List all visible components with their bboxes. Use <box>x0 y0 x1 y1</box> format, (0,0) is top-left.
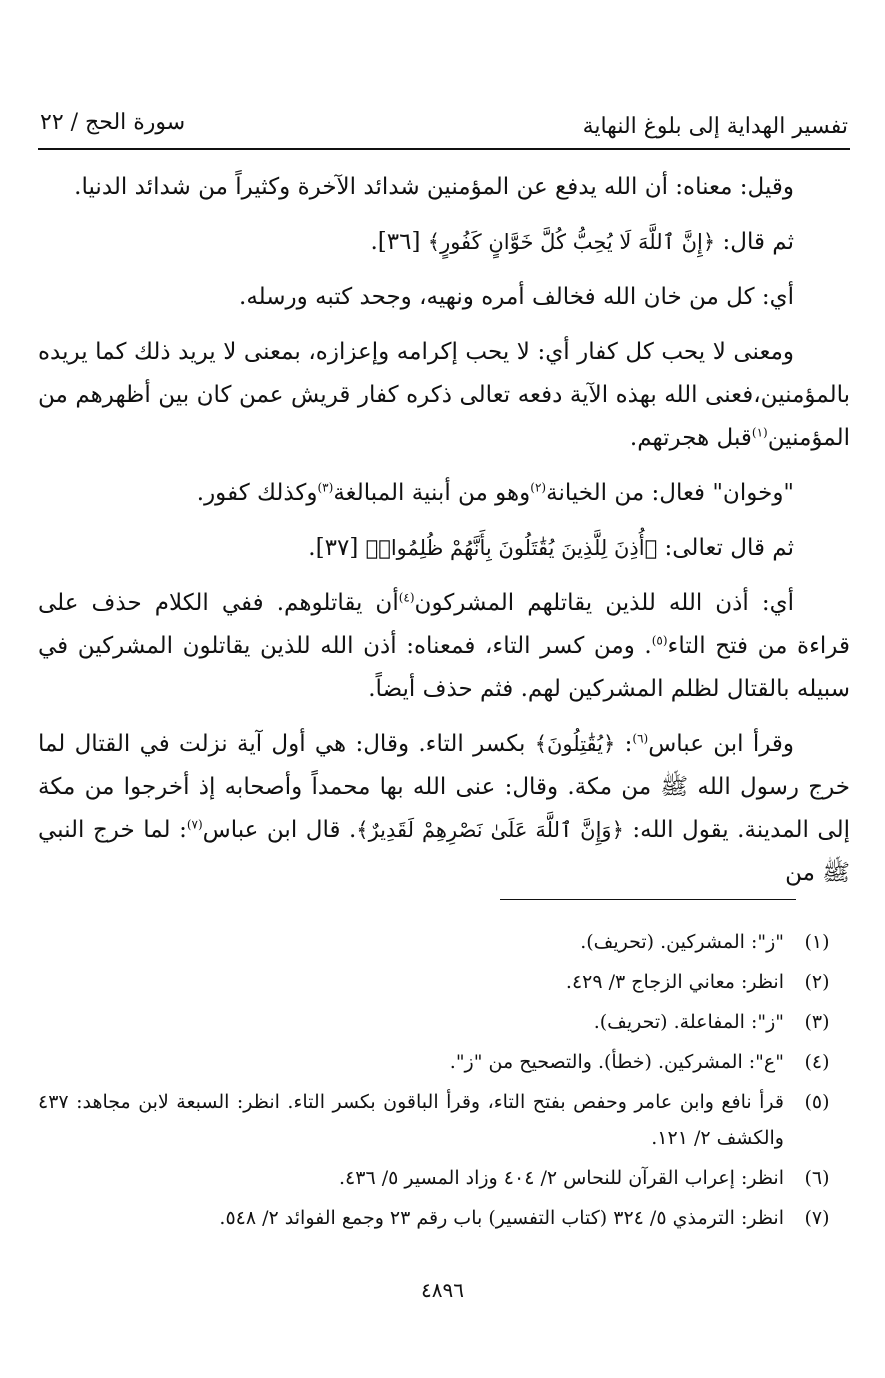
footnote-number: (٤) <box>804 1051 830 1073</box>
paragraph-1: وقيل: معناه: أن الله يدفع عن المؤمنين شدائد الآخرة وكثيراً من شدائد الدنيا. <box>74 174 794 200</box>
book-title: تفسير الهداية إلى بلوغ النهاية <box>582 114 848 139</box>
footnote-text: "ز": المفاعلة. (تحريف). <box>593 1011 784 1033</box>
quran-verse: ﴿إِنَّ ٱللَّهَ لَا يُحِبُّ كُلَّ خَوَّانٍ كَفُورٍ﴾ <box>427 230 716 254</box>
text-run: قبل هجرتهم. <box>629 425 752 451</box>
running-header <box>38 104 850 150</box>
text-run: وقرأ ابن عباس <box>648 731 795 757</box>
footnote-1 <box>38 924 850 960</box>
quran-verse: ﴿يُقَٰتِلُونَ﴾ <box>534 732 616 756</box>
text-run: أن يقاتلوهم. ففي الكلام حذف على قراءة من فتح التاء <box>38 590 850 659</box>
footnote-text: "ع": المشركين. (خطأ). والتصحيح من "ز". <box>449 1051 784 1073</box>
footnotes <box>38 924 850 1240</box>
footnote-5 <box>38 1084 850 1156</box>
text-run: "وخوان" فعال: من الخيانة <box>546 480 794 506</box>
text-run: أي: أذن الله للذين يقاتلهم المشركون <box>414 590 794 616</box>
footnote-number: (٢) <box>804 971 830 993</box>
footnote-3 <box>38 1004 850 1040</box>
text-run: وكذلك كفور. <box>196 480 318 506</box>
footnote-ref: (٦) <box>632 731 649 746</box>
text-run: . ومن كسر التاء، فمعناه: أذن الله للذين يقاتلون المشركين في سبيله بالقتال لظلم المشركين لهم. فثم حذف أيضاً. <box>38 633 850 702</box>
footnote-ref: (٣) <box>317 480 334 495</box>
text-run: ثم قال: <box>715 229 794 255</box>
text-run: [٣٧]. <box>308 535 366 561</box>
text-run: [٣٦]. <box>370 229 428 255</box>
footnote-number: (٥) <box>804 1091 830 1113</box>
footnote-text: قرأ نافع وابن عامر وحفص بفتح التاء، وقرأ الباقون بكسر التاء. انظر: السبعة لابن مجاهد: ٤٣٧ والكشف ٢/ ١٢١. <box>38 1091 784 1149</box>
surah-reference: سورة الحج / ٢٢ <box>40 110 186 135</box>
footnote-number: (٦) <box>804 1167 830 1189</box>
footnote-separator <box>500 899 796 900</box>
text-run: بكسر التاء. وقال: هي أول آية نزلت في القتال لما خرج رسول الله ﷺ من مكة. وقال: عنى الله بها محمداً وأصحابه إذ أخرجوا من مكة إلى المدينة. يقول الله: <box>38 731 850 843</box>
footnote-number: (٣) <box>804 1011 830 1033</box>
paragraph-5 <box>38 472 850 515</box>
footnote-number: (٧) <box>804 1207 830 1229</box>
quran-verse: ﴿وَإِنَّ ٱللَّهَ عَلَىٰ نَصْرِهِمْ لَقَدِيرٌ﴾ <box>356 818 624 842</box>
paragraph-2 <box>38 221 850 264</box>
footnote-7 <box>38 1200 850 1236</box>
footnote-2 <box>38 964 850 1000</box>
text-run: : <box>615 731 633 757</box>
main-text <box>38 166 850 907</box>
footnote-4 <box>38 1044 850 1080</box>
footnote-text: انظر: الترمذي ٥/ ٣٢٤ (كتاب التفسير) باب رقم ٢٣ وجمع الفوائد ٢/ ٥٤٨. <box>219 1207 784 1229</box>
footnote-number: (١) <box>804 931 830 953</box>
footnote-text: انظر: إعراب القرآن للنحاس ٢/ ٤٠٤ وزاد المسير ٥/ ٤٣٦. <box>339 1167 784 1189</box>
paragraph-6 <box>38 527 850 570</box>
footnote-text: "ز": المشركين. (تحريف). <box>580 931 784 953</box>
page-number: ٤٨٩٦ <box>421 1278 464 1302</box>
text-run: : لما خرج النبي ﷺ من <box>38 817 850 886</box>
paragraph-3: أي: كل من خان الله فخالف أمره ونهيه، وجحد كتبه ورسله. <box>239 284 794 310</box>
footnote-ref: (٢) <box>530 480 547 495</box>
footnote-ref: (٤) <box>398 590 415 605</box>
footnote-6 <box>38 1160 850 1196</box>
quran-verse: ﴿أُذِنَ لِلَّذِينَ يُقَٰتَلُونَ بِأَنَّهُمْ ظُلِمُوا۟﴾ <box>365 536 658 560</box>
footnote-ref: (١) <box>751 425 768 440</box>
paragraph-8 <box>38 723 850 895</box>
footnote-ref: (٧) <box>186 817 203 832</box>
footnote-ref: (٥) <box>651 633 668 648</box>
text-run: ومعنى لا يحب كل كفار أي: لا يحب إكرامه وإعزازه، بمعنى لا يريد ذلك كما يريده بالمؤمنين،فعنى الله بهذه الآية دفعه تعالى ذكره كفار قريش عمن كان بين أظهرهم من المؤمنين <box>38 339 850 451</box>
text-run: . قال ابن عباس <box>202 817 357 843</box>
text-run: وهو من أبنية المبالغة <box>333 480 531 506</box>
footnote-text: انظر: معاني الزجاج ٣/ ٤٢٩. <box>565 971 784 993</box>
text-run: ثم قال تعالى: <box>657 535 794 561</box>
paragraph-7 <box>38 582 850 711</box>
paragraph-4 <box>38 331 850 460</box>
